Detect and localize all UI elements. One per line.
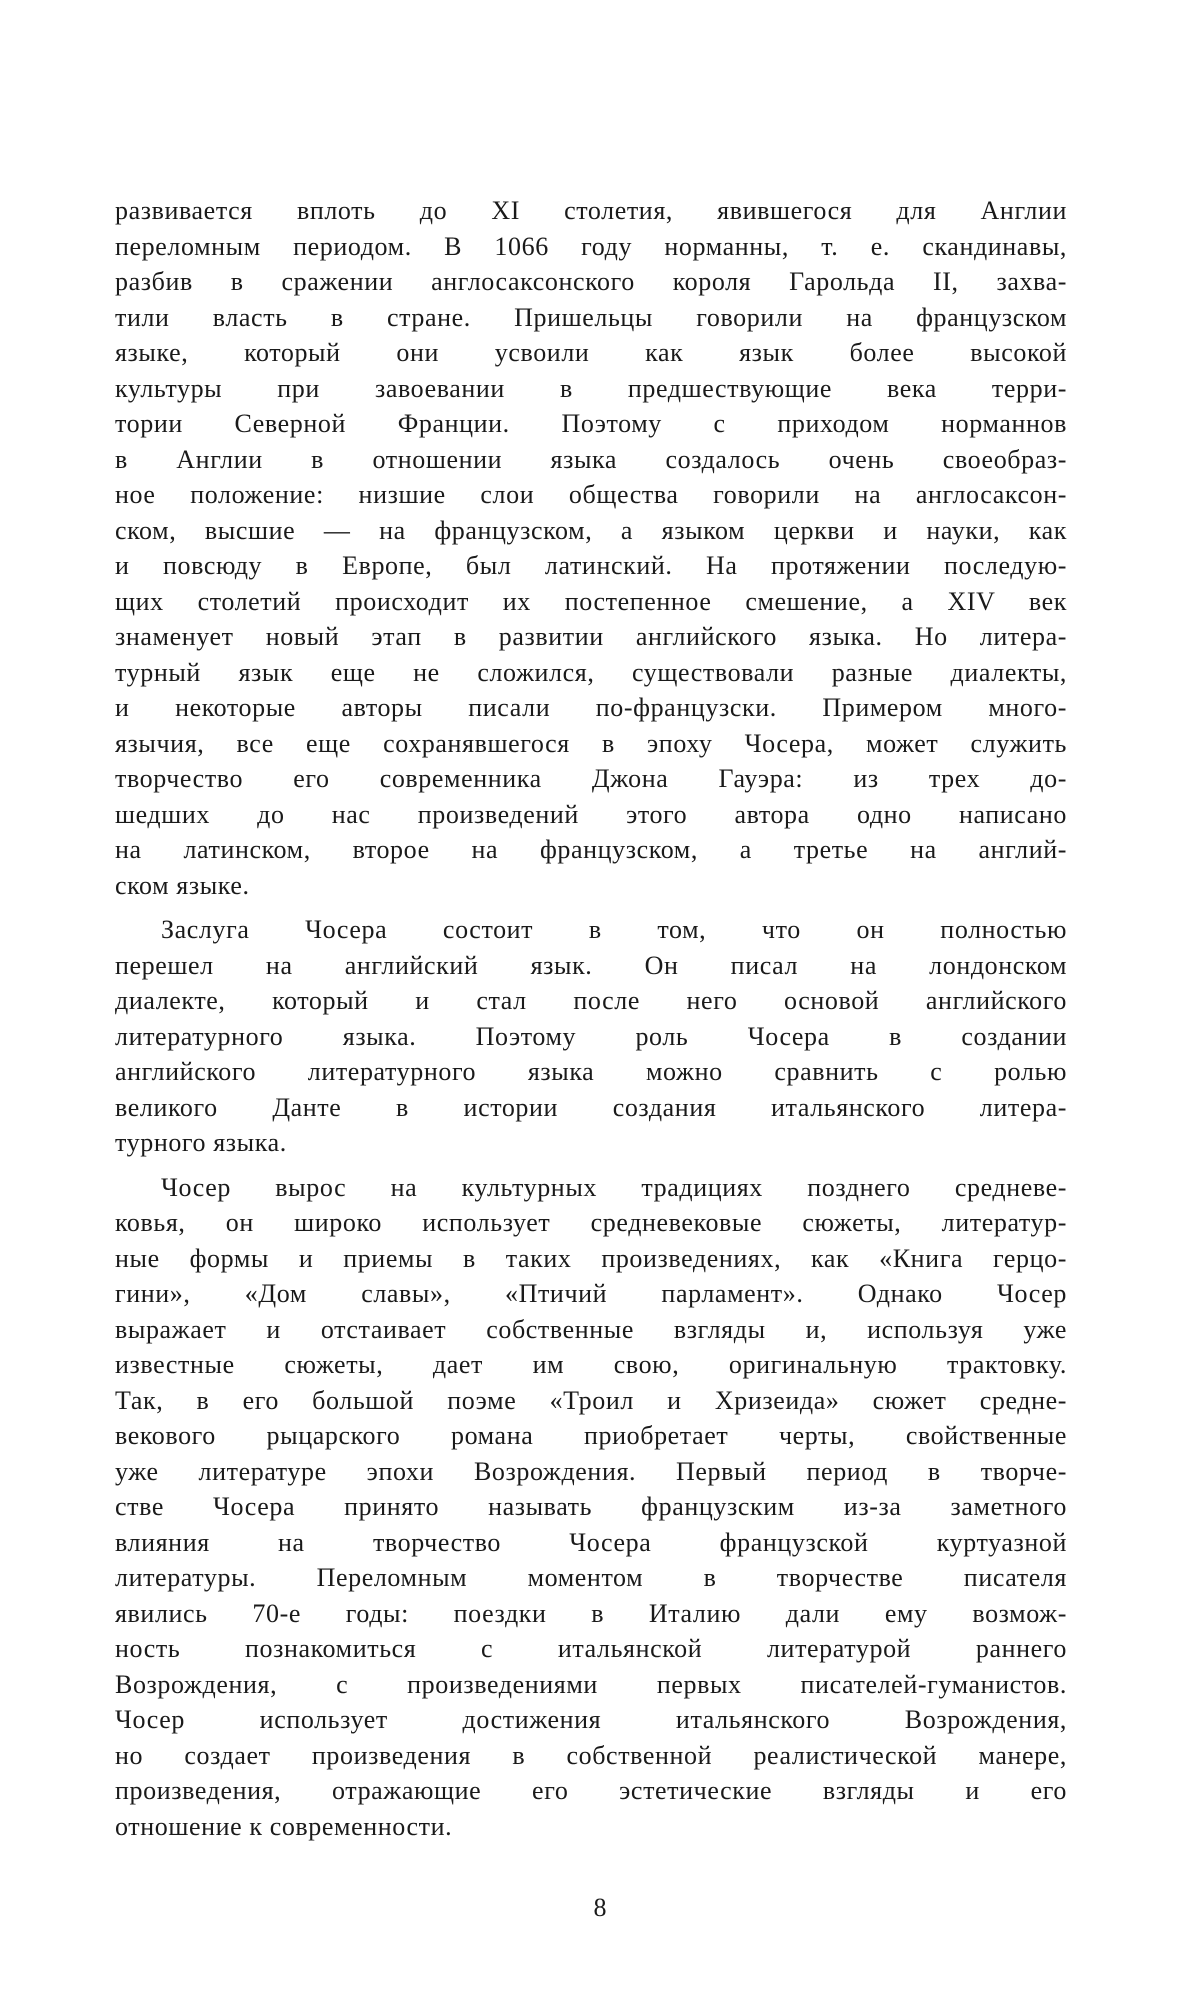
text-line: выражает и отстаивает собственные взгляды и, используя уже: [115, 1314, 1067, 1344]
text-line: гини», «Дом славы», «Птичий парламент». Однако Чосер: [115, 1279, 1067, 1308]
text-line: и некоторые авторы писали по-французски. Примером много-: [115, 693, 1067, 722]
text-line: отношение к современности.: [115, 1811, 453, 1841]
text-line: и повсюду в Европе, был латинский. На протяжении последую-: [115, 551, 1067, 580]
text-line: ные формы и приемы в таких произведениях, как «Книга герцо-: [115, 1243, 1067, 1273]
paragraph: [115, 912, 1067, 1161]
text-line: произведения, отражающие его эстетические взгляды и его: [115, 1776, 1067, 1805]
text-line: турный язык еще не сложился, существовали разные диалекты,: [115, 657, 1067, 687]
text-line: Чосер вырос на культурных традициях позднего средневе-: [161, 1172, 1067, 1202]
text-line: Заслуга Чосера состоит в том, что он полностью: [161, 915, 1067, 944]
text-line: ском языке.: [115, 870, 250, 900]
text-line: ском, высшие — на французском, а языком церкви и науки, как: [115, 515, 1067, 545]
text-line: турного языка.: [115, 1128, 287, 1157]
text-line: диалекте, который и стал после него основой английского: [115, 986, 1067, 1015]
paragraph: [115, 193, 1067, 903]
text-line: знаменует новый этап в развитии английского языка. Но литера-: [115, 622, 1067, 651]
text-line: известные сюжеты, дает им свою, оригинальную трактовку.: [115, 1350, 1067, 1379]
text-line: векового рыцарского романа приобретает черты, свойственные: [115, 1421, 1067, 1450]
text-line: влияния на творчество Чосера французской куртуазной: [115, 1527, 1067, 1557]
text-line: литературного языка. Поэтому роль Чосера в создании: [115, 1021, 1067, 1051]
text-line: литературы. Переломным моментом в творчестве писателя: [115, 1563, 1067, 1592]
text-line: щих столетий происходит их постепенное смешение, а XIV век: [115, 586, 1067, 616]
text-line: в Англии в отношении языка создалось очень своеобраз-: [115, 444, 1067, 474]
text-line: но создает произведения в собственной реалистической манере,: [115, 1740, 1067, 1770]
text-line: ковья, он широко использует средневековые сюжеты, литератур-: [115, 1208, 1067, 1237]
text-line: на латинском, второе на французском, а третье на англий-: [115, 835, 1067, 864]
text-line: Чосер использует достижения итальянского Возрождения,: [115, 1705, 1067, 1734]
text-line: творчество его современника Джона Гауэра: из трех до-: [115, 764, 1067, 793]
text-line: шедших до нас произведений этого автора одно написано: [115, 799, 1067, 829]
text-line: стве Чосера принято называть французским из-за заметного: [115, 1492, 1067, 1521]
text-line: Так, в его большой поэме «Троил и Хризеида» сюжет средне-: [115, 1385, 1067, 1415]
text-line: развивается вплоть до XI столетия, явившегося для Англии: [115, 196, 1067, 225]
text-line: культуры при завоевании в предшествующие века терри-: [115, 373, 1067, 403]
text-line: явились 70-е годы: поездки в Италию дали ему возмож-: [115, 1598, 1067, 1628]
text-line: перешел на английский язык. Он писал на лондонском: [115, 950, 1067, 980]
text-line: тили власть в стране. Пришельцы говорили на французском: [115, 302, 1067, 332]
text-line: переломным периодом. В 1066 году норманны, т. е. скандинавы,: [115, 231, 1067, 261]
text-line: разбив в сражении англосаксонского короля Гарольда II, захва-: [115, 267, 1067, 296]
text-line: Возрождения, с произведениями первых писателей-гуманистов.: [115, 1669, 1067, 1699]
text-line: языке, который они усвоили как язык более высокой: [115, 338, 1067, 367]
text-line: тории Северной Франции. Поэтому с приходом норманнов: [115, 409, 1067, 438]
page-number: 8: [593, 1893, 607, 1922]
paragraph: [115, 1170, 1067, 1845]
text-line: великого Данте в истории создания итальянского литера-: [115, 1092, 1067, 1122]
text-line: уже литературе эпохи Возрождения. Первый период в творче-: [115, 1456, 1067, 1486]
body-text: [115, 193, 1067, 1844]
text-line: ность познакомиться с итальянской литературой раннего: [115, 1634, 1067, 1663]
text-line: язычия, все еще сохранявшегося в эпоху Чосера, может служить: [115, 728, 1067, 758]
text-line: английского литературного языка можно сравнить с ролью: [115, 1057, 1067, 1086]
text-line: ное положение: низшие слои общества говорили на англосаксон-: [115, 480, 1067, 509]
